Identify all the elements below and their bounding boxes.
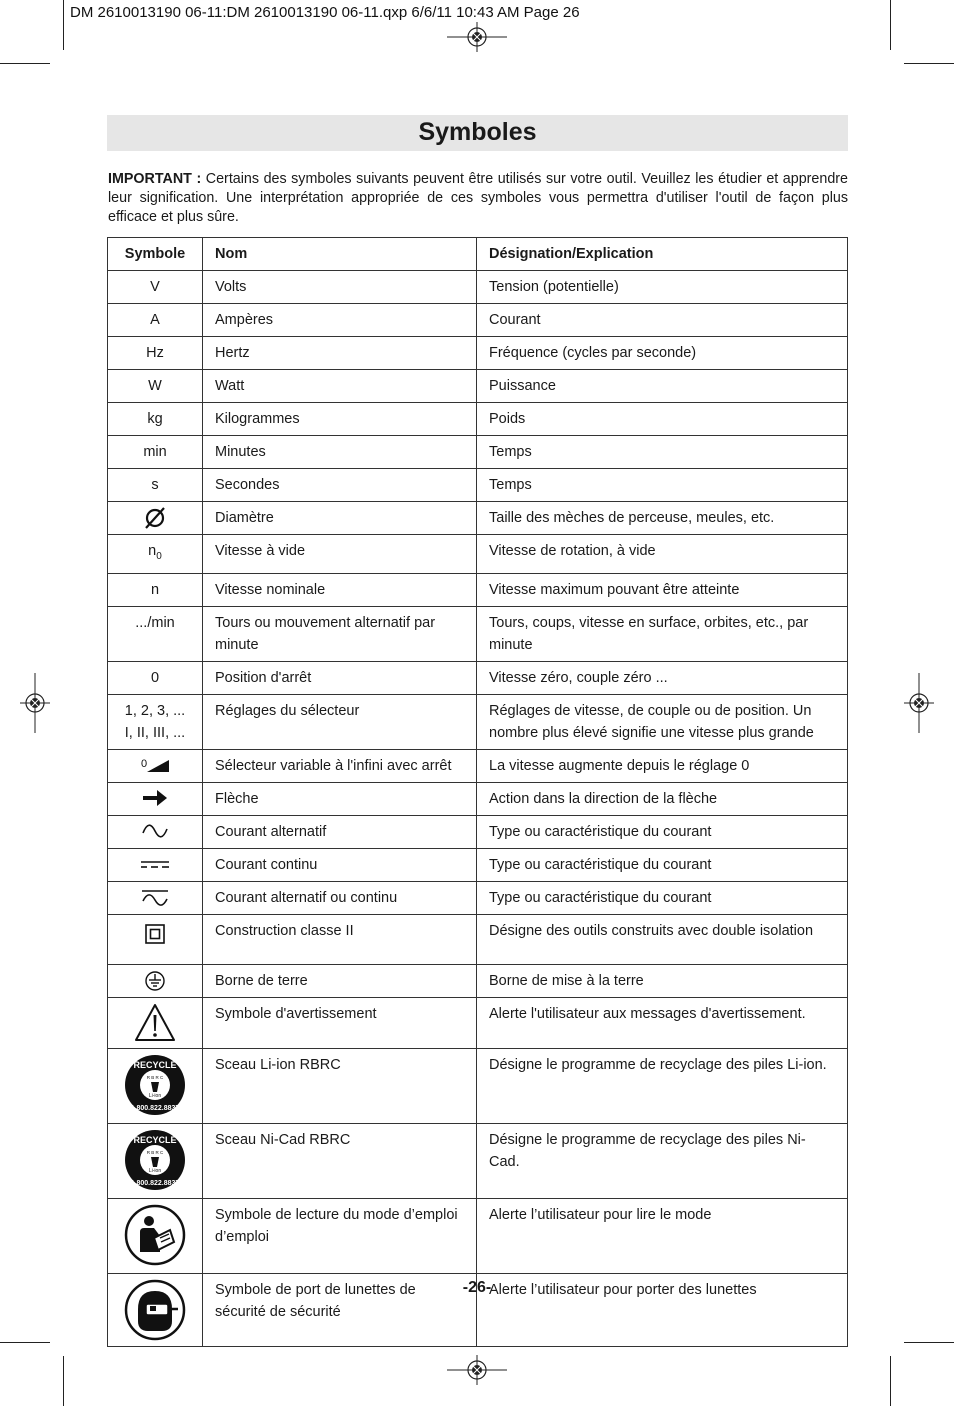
crop-mark (890, 0, 891, 50)
description-cell: Taille des mèches de perceuse, meules, etc. (477, 502, 848, 535)
name-cell: Watt (203, 370, 477, 403)
crop-mark (63, 1356, 64, 1406)
symbol-text: 1, 2, 3, ... (124, 702, 186, 719)
name-cell: Symbole de lecture du mode d’emploi d’emploi (203, 1198, 477, 1273)
intro-paragraph (108, 170, 848, 227)
symbol-cell: .../min (108, 606, 203, 661)
page-number: -26- (462, 1279, 492, 1296)
symbol-cell (108, 964, 203, 997)
symbol-cell (108, 997, 203, 1048)
seal-phone-text: 1.800.822.8837 (130, 1104, 180, 1112)
table-row (108, 881, 848, 914)
symbol-text: n (148, 543, 157, 559)
symbol-subscript: 0 (156, 550, 162, 562)
symbol-cell: A (108, 304, 203, 337)
seal-recycle-text: RECYCLE (133, 1059, 177, 1070)
table-row (108, 694, 848, 749)
registration-mark-icon (447, 1355, 507, 1385)
description-cell: Alerte l’utilisateur pour lire le mode (477, 1198, 848, 1273)
column-header-description: Désignation/Explication (477, 238, 848, 271)
name-cell: Sélecteur variable à l'infini avec arrêt (203, 749, 477, 782)
description-cell: La vitesse augmente depuis le réglage 0 (477, 749, 848, 782)
description-cell: Type ou caractéristique du courant (477, 881, 848, 914)
description-cell: Réglages de vitesse, de couple ou de position. Un nombre plus élevé signifie une vitesse plus grande (477, 694, 848, 749)
description-cell: Type ou caractéristique du courant (477, 815, 848, 848)
symbol-cell (108, 1198, 203, 1273)
symbol-cell (108, 502, 203, 535)
rbrc-ni-cad-seal-icon (124, 1129, 186, 1191)
symbol-cell (108, 1048, 203, 1123)
seal-rbrc-text: R B R C (146, 1149, 164, 1155)
table-row (108, 271, 848, 304)
read-manual-icon (124, 1204, 186, 1266)
table-row (108, 502, 848, 535)
column-header-name: Nom (203, 238, 477, 271)
diameter-icon (143, 507, 167, 529)
rbrc-li-ion-seal-icon (124, 1054, 186, 1116)
symbol-text-roman: I, II, III, ... (124, 724, 186, 741)
table-row (108, 606, 848, 661)
symbol-cell (108, 914, 203, 964)
description-cell: Temps (477, 469, 848, 502)
class-ii-icon (144, 923, 166, 945)
description-cell: Puissance (477, 370, 848, 403)
symbols-table (107, 237, 848, 1347)
crop-mark (890, 1356, 891, 1406)
table-row (108, 403, 848, 436)
name-cell: Secondes (203, 469, 477, 502)
important-label: IMPORTANT : (108, 171, 202, 187)
name-cell: Symbole d'avertissement (203, 997, 477, 1048)
symbol-cell (108, 881, 203, 914)
alternating-current-icon (141, 821, 169, 841)
symbol-cell: n (108, 573, 203, 606)
symbol-cell: min (108, 436, 203, 469)
table-row (108, 304, 848, 337)
name-cell: Flèche (203, 782, 477, 815)
description-cell (477, 606, 848, 661)
table-row (108, 914, 848, 964)
registration-mark-icon (904, 673, 934, 733)
name-cell: Minutes (203, 436, 477, 469)
description-cell: Vitesse de rotation, à vide (477, 535, 848, 574)
description-cell: Poids (477, 403, 848, 436)
table-row (108, 997, 848, 1048)
crop-mark (63, 0, 64, 50)
title-bar (107, 115, 848, 151)
name-cell: Tours ou mouvement alternatif par minute (203, 606, 477, 661)
table-row (108, 1048, 848, 1123)
ac-dc-icon (140, 887, 170, 909)
name-cell: Construction classe II (203, 914, 477, 964)
table-row (108, 337, 848, 370)
name-cell: Courant alternatif (203, 815, 477, 848)
name-cell: Réglages du sélecteur (203, 694, 477, 749)
registration-mark-icon (447, 22, 507, 52)
description-cell: Courant (477, 304, 848, 337)
column-header-symbol: Symbole (108, 238, 203, 271)
arrow-icon (141, 788, 169, 808)
crop-mark (904, 1342, 954, 1343)
name-cell: Courant continu (203, 848, 477, 881)
table-row (108, 815, 848, 848)
symbol-cell: W (108, 370, 203, 403)
table-row (108, 661, 848, 694)
table-header-row (108, 238, 848, 271)
table-row (108, 535, 848, 574)
symbol-cell: V (108, 271, 203, 304)
table-row (108, 436, 848, 469)
seal-rbrc-text: R B R C (146, 1074, 164, 1080)
crop-mark (0, 63, 50, 64)
earth-terminal-icon (144, 970, 166, 992)
symbol-cell (108, 815, 203, 848)
description-cell: Action dans la direction de la flèche (477, 782, 848, 815)
name-cell: Borne de terre (203, 964, 477, 997)
seal-phone-text: 1.800.822.8837 (130, 1179, 180, 1187)
warning-icon (134, 1003, 176, 1043)
description-cell: Borne de mise à la terre (477, 964, 848, 997)
description-cell: Type ou caractéristique du courant (477, 848, 848, 881)
symbol-cell: kg (108, 403, 203, 436)
seal-recycle-text: RECYCLE (133, 1134, 177, 1145)
description-cell: Alerte l’utilisateur pour porter des lunettes (477, 1273, 848, 1346)
variable-speed-zero: 0 (141, 757, 148, 770)
page-title: Symboles (418, 118, 537, 146)
description-cell: Vitesse maximum pouvant être atteinte (477, 573, 848, 606)
table-row (108, 370, 848, 403)
symbol-cell (108, 1123, 203, 1198)
symbol-cell (108, 848, 203, 881)
symbol-cell: s (108, 469, 203, 502)
name-cell: Ampères (203, 304, 477, 337)
name-cell: Sceau Li-ion RBRC (203, 1048, 477, 1123)
symbol-cell (108, 782, 203, 815)
registration-mark-icon (20, 673, 50, 733)
symbol-cell: 0 (108, 661, 203, 694)
description-cell: Désigne des outils construits avec double isolation (477, 914, 848, 964)
name-cell: Hertz (203, 337, 477, 370)
symbol-cell (108, 749, 203, 782)
table-row (108, 573, 848, 606)
symbol-cell (108, 694, 203, 749)
description-cell: Fréquence (cycles par seconde) (477, 337, 848, 370)
crop-mark (0, 1342, 50, 1343)
seal-li-ion-text: Li-ion (148, 1092, 162, 1099)
description-cell: Tension (potentielle) (477, 271, 848, 304)
name-cell: Vitesse nominale (203, 573, 477, 606)
name-cell: Position d'arrêt (203, 661, 477, 694)
table-row (108, 1198, 848, 1273)
name-cell: Sceau Ni-Cad RBRC (203, 1123, 477, 1198)
description-text: Tours, coups, vitesse en surface, orbites, etc., par minute (489, 614, 809, 653)
crop-mark (904, 63, 954, 64)
description-cell: Alerte l'utilisateur aux messages d'avertissement. (477, 997, 848, 1048)
variable-speed-icon (139, 755, 171, 775)
file-header: DM 2610013190 06-11:DM 2610013190 06-11.qxp 6/6/11 10:43 AM Page 26 (70, 4, 580, 21)
name-cell: Vitesse à vide (203, 535, 477, 574)
seal-li-ion-text: Li-ion (148, 1167, 162, 1174)
name-cell: Volts (203, 271, 477, 304)
description-cell: Temps (477, 436, 848, 469)
table-row (108, 469, 848, 502)
name-cell: Courant alternatif ou continu (203, 881, 477, 914)
name-cell: Symbole de port de lunettes de sécurité de sécurité (203, 1273, 477, 1346)
table-row (108, 749, 848, 782)
description-cell: Désigne le programme de recyclage des piles Ni-Cad. (477, 1123, 848, 1198)
name-cell: Diamètre (203, 502, 477, 535)
table-row (108, 782, 848, 815)
symbol-cell (108, 535, 203, 574)
description-cell: Vitesse zéro, couple zéro ... (477, 661, 848, 694)
intro-text: Certains des symboles suivants peuvent être utilisés sur votre outil. Veuillez les étudier et apprendre leur signification. Une interprétation appropriée de ces symboles vous permettra d'utiliser l'outil de façon plus efficace et plus sûre. (108, 171, 848, 225)
table-row (108, 1123, 848, 1198)
symbol-cell: Hz (108, 337, 203, 370)
table-row (108, 848, 848, 881)
description-cell: Désigne le programme de recyclage des piles Li-ion. (477, 1048, 848, 1123)
direct-current-icon (139, 854, 171, 874)
name-cell: Kilogrammes (203, 403, 477, 436)
table-row (108, 964, 848, 997)
